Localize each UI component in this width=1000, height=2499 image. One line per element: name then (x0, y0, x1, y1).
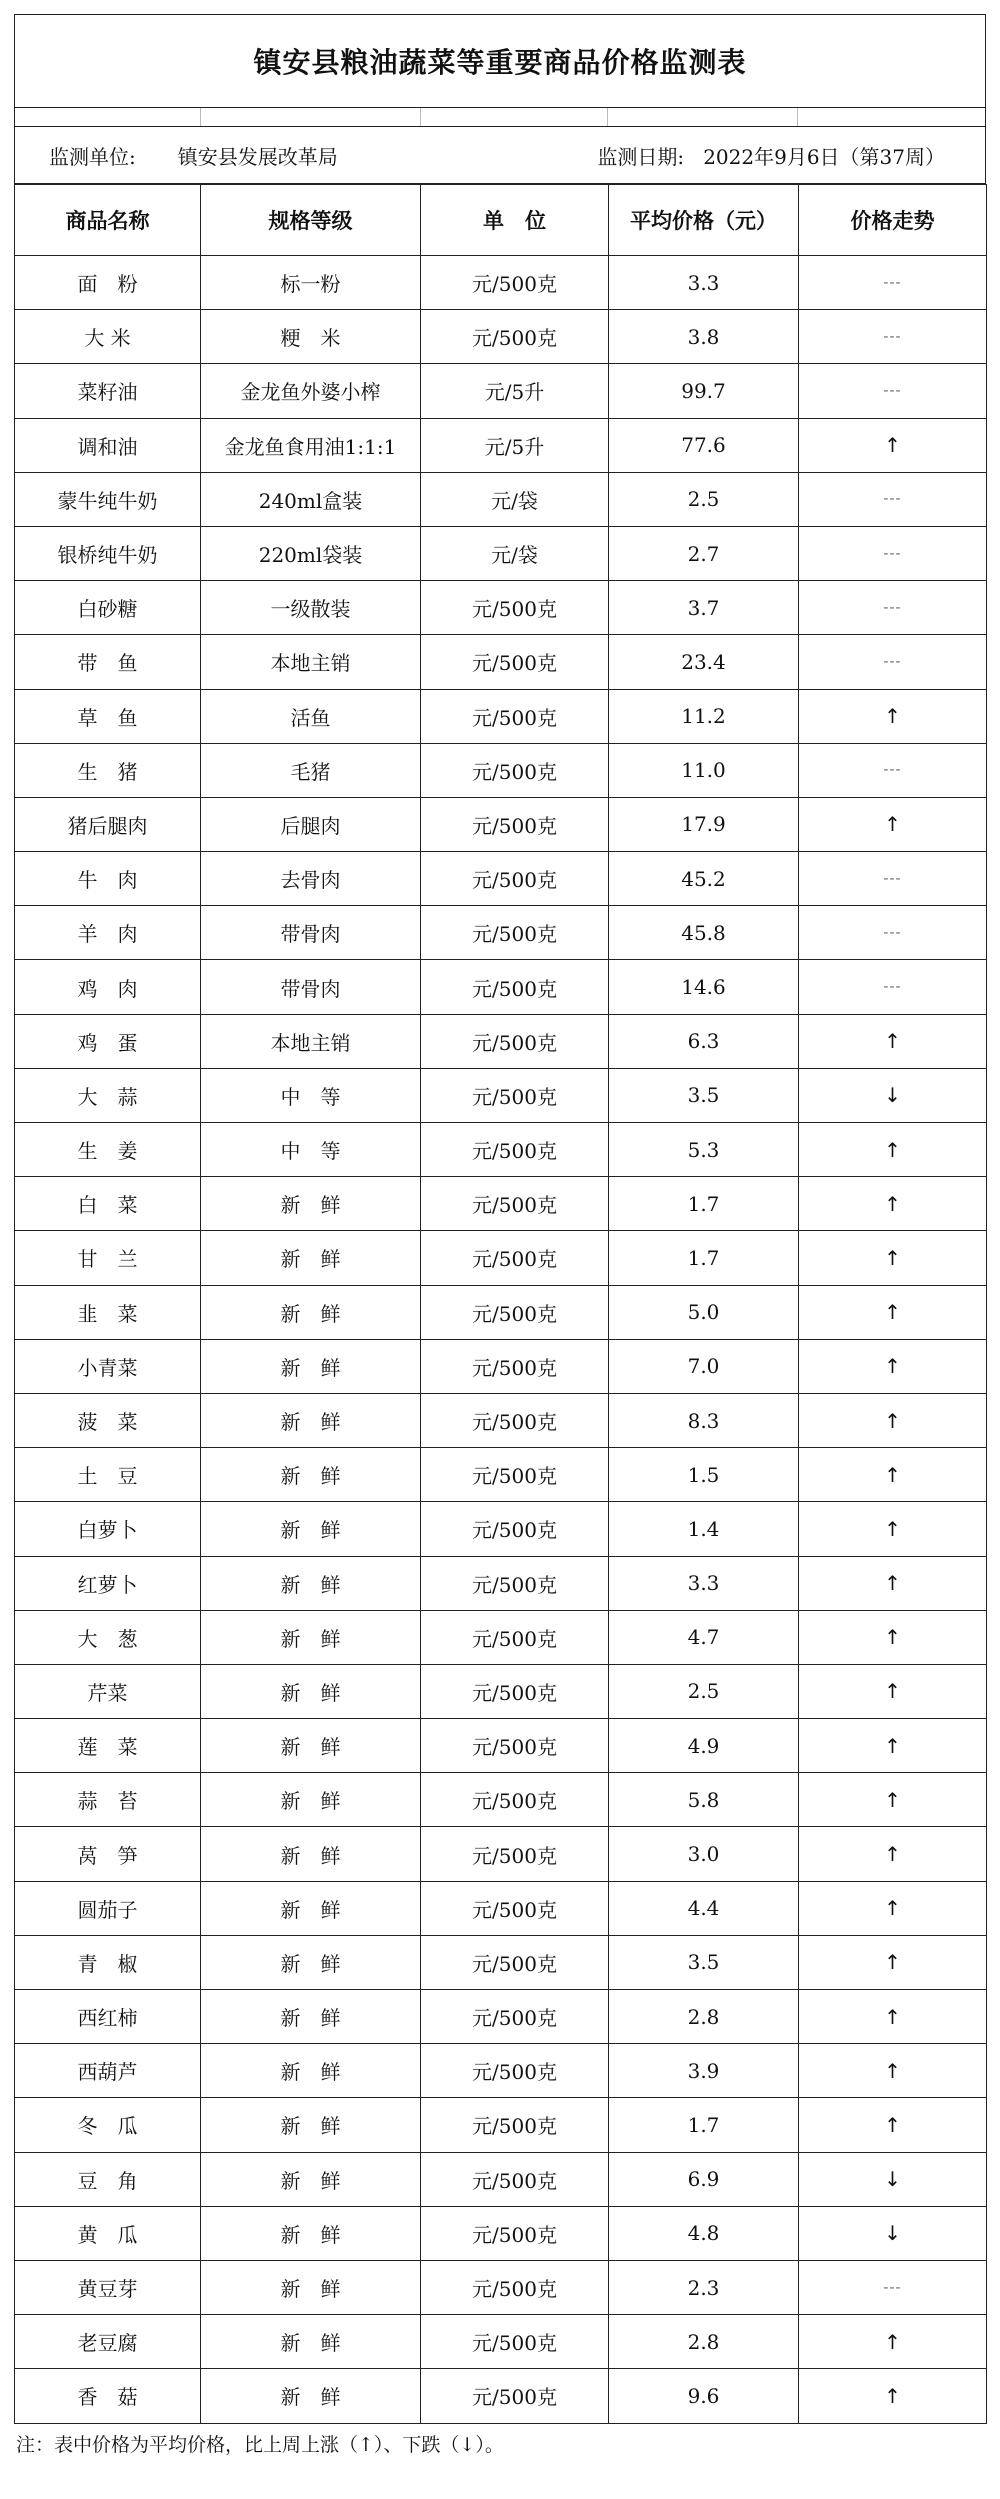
spec-cell: 金龙鱼食用油1:1:1 (201, 418, 421, 472)
table-row (15, 635, 987, 689)
price-cell: 8.3 (609, 1393, 799, 1447)
trend-cell: ↑ (799, 797, 987, 851)
unit-cell: 元/500克 (421, 2152, 609, 2206)
spec-cell: 新 鲜 (201, 1502, 421, 1556)
table-row (15, 852, 987, 906)
price-cell: 17.9 (609, 797, 799, 851)
unit-cell: 元/500克 (421, 256, 609, 310)
price-cell: 6.3 (609, 1014, 799, 1068)
monitor-date-value: 2022年9月6日（第37周） (703, 144, 945, 169)
price-cell: 2.3 (609, 2260, 799, 2314)
table-row (15, 1339, 987, 1393)
unit-cell: 元/500克 (421, 310, 609, 364)
column-header-trend: 价格走势 (799, 185, 987, 256)
trend-cell: --- (799, 472, 987, 526)
trend-cell: ↑ (799, 2369, 987, 2423)
unit-cell: 元/500克 (421, 1610, 609, 1664)
table-row (15, 2152, 987, 2206)
spec-cell: 新 鲜 (201, 1664, 421, 1718)
spec-cell: 粳 米 (201, 310, 421, 364)
table-row (15, 906, 987, 960)
trend-cell: --- (799, 960, 987, 1014)
table-row (15, 2206, 987, 2260)
trend-cell: ↑ (799, 1393, 987, 1447)
spec-cell: 带骨肉 (201, 906, 421, 960)
unit-cell: 元/500克 (421, 1990, 609, 2044)
unit-cell: 元/袋 (421, 472, 609, 526)
commodity-name-cell: 黄豆芽 (15, 2260, 201, 2314)
price-cell: 11.2 (609, 689, 799, 743)
table-row (15, 797, 987, 851)
price-cell: 11.0 (609, 743, 799, 797)
commodity-name-cell: 冬 瓜 (15, 2098, 201, 2152)
price-cell: 4.7 (609, 1610, 799, 1664)
unit-cell: 元/500克 (421, 797, 609, 851)
trend-cell: ↑ (799, 2044, 987, 2098)
price-cell: 4.8 (609, 2206, 799, 2260)
table-row (15, 1773, 987, 1827)
unit-cell: 元/5升 (421, 364, 609, 418)
unit-cell: 元/500克 (421, 1881, 609, 1935)
unit-cell: 元/500克 (421, 1556, 609, 1610)
spec-cell: 新 鲜 (201, 1990, 421, 2044)
spec-cell: 新 鲜 (201, 1177, 421, 1231)
table-row (15, 1068, 987, 1122)
spec-cell: 新 鲜 (201, 2206, 421, 2260)
table-row (15, 1935, 987, 1989)
unit-cell: 元/500克 (421, 635, 609, 689)
table-row (15, 1393, 987, 1447)
spec-cell: 毛猪 (201, 743, 421, 797)
table-row (15, 1014, 987, 1068)
price-cell: 3.0 (609, 1827, 799, 1881)
spec-cell: 新 鲜 (201, 1231, 421, 1285)
price-cell: 1.5 (609, 1448, 799, 1502)
commodity-name-cell: 调和油 (15, 418, 201, 472)
trend-cell: --- (799, 526, 987, 580)
commodity-name-cell: 红萝卜 (15, 1556, 201, 1610)
spec-cell: 新 鲜 (201, 1610, 421, 1664)
commodity-name-cell: 鸡 肉 (15, 960, 201, 1014)
spec-cell: 一级散装 (201, 581, 421, 635)
commodity-name-cell: 圆茄子 (15, 1881, 201, 1935)
price-cell: 3.5 (609, 1068, 799, 1122)
table-row (15, 2315, 987, 2369)
price-cell: 45.8 (609, 906, 799, 960)
commodity-name-cell: 白萝卜 (15, 1502, 201, 1556)
price-cell: 23.4 (609, 635, 799, 689)
price-cell: 7.0 (609, 1339, 799, 1393)
spec-cell: 220ml袋装 (201, 526, 421, 580)
table-row (15, 1990, 987, 2044)
price-cell: 1.7 (609, 2098, 799, 2152)
monitor-date (597, 141, 945, 170)
trend-cell: ↑ (799, 1881, 987, 1935)
trend-cell: ↑ (799, 1556, 987, 1610)
trend-cell: ↑ (799, 1285, 987, 1339)
spec-cell: 中 等 (201, 1123, 421, 1177)
spec-cell: 新 鲜 (201, 1393, 421, 1447)
spec-cell: 本地主销 (201, 635, 421, 689)
spec-cell: 新 鲜 (201, 1935, 421, 1989)
table-row (15, 1827, 987, 1881)
commodity-name-cell: 老豆腐 (15, 2315, 201, 2369)
commodity-name-cell: 白砂糖 (15, 581, 201, 635)
column-header-spec: 规格等级 (201, 185, 421, 256)
unit-cell: 元/500克 (421, 1285, 609, 1339)
table-row (15, 1231, 987, 1285)
spec-cell: 新 鲜 (201, 1556, 421, 1610)
spec-cell: 后腿肉 (201, 797, 421, 851)
trend-cell: --- (799, 743, 987, 797)
unit-cell: 元/500克 (421, 581, 609, 635)
price-cell: 1.7 (609, 1177, 799, 1231)
commodity-name-cell: 大 蒜 (15, 1068, 201, 1122)
spec-cell: 新 鲜 (201, 2260, 421, 2314)
trend-cell: --- (799, 635, 987, 689)
commodity-name-cell: 大 米 (15, 310, 201, 364)
price-cell: 4.9 (609, 1719, 799, 1773)
trend-cell: ↑ (799, 1990, 987, 2044)
spec-cell: 本地主销 (201, 1014, 421, 1068)
table-body (15, 256, 987, 2424)
unit-cell: 元/500克 (421, 2044, 609, 2098)
trend-cell: --- (799, 852, 987, 906)
commodity-name-cell: 牛 肉 (15, 852, 201, 906)
monitor-unit-name: 镇安县发展改革局 (177, 144, 338, 169)
table-row (15, 1719, 987, 1773)
commodity-name-cell: 西葫芦 (15, 2044, 201, 2098)
commodity-name-cell: 莴 笋 (15, 1827, 201, 1881)
trend-cell: ↑ (799, 1177, 987, 1231)
unit-cell: 元/500克 (421, 1827, 609, 1881)
unit-cell: 元/500克 (421, 2206, 609, 2260)
spec-cell: 新 鲜 (201, 1719, 421, 1773)
commodity-name-cell: 豆 角 (15, 2152, 201, 2206)
monitor-info-row (14, 126, 986, 184)
unit-cell: 元/500克 (421, 1393, 609, 1447)
trend-cell: ↑ (799, 1123, 987, 1177)
trend-cell: ↑ (799, 418, 987, 472)
unit-cell: 元/袋 (421, 526, 609, 580)
table-row (15, 2260, 987, 2314)
commodity-name-cell: 蒜 苔 (15, 1773, 201, 1827)
trend-cell: ↑ (799, 1773, 987, 1827)
decorative-gridline-row (14, 107, 986, 126)
unit-cell: 元/500克 (421, 1231, 609, 1285)
price-table-frame (14, 14, 986, 2469)
commodity-name-cell: 生 猪 (15, 743, 201, 797)
spec-cell: 去骨肉 (201, 852, 421, 906)
spec-cell: 新 鲜 (201, 2369, 421, 2423)
commodity-name-cell: 莲 菜 (15, 1719, 201, 1773)
unit-cell: 元/500克 (421, 1123, 609, 1177)
trend-cell: ↑ (799, 1014, 987, 1068)
trend-cell: ↑ (799, 1448, 987, 1502)
price-cell: 2.5 (609, 1664, 799, 1718)
commodity-name-cell: 韭 菜 (15, 1285, 201, 1339)
price-cell: 3.7 (609, 581, 799, 635)
column-header-unit: 单 位 (421, 185, 609, 256)
price-cell: 45.2 (609, 852, 799, 906)
table-row (15, 310, 987, 364)
unit-cell: 元/500克 (421, 852, 609, 906)
spec-cell: 新 鲜 (201, 1285, 421, 1339)
table-row (15, 960, 987, 1014)
price-cell: 1.7 (609, 1231, 799, 1285)
commodity-name-cell: 芹菜 (15, 1664, 201, 1718)
commodity-name-cell: 银桥纯牛奶 (15, 526, 201, 580)
price-table (14, 184, 987, 2424)
unit-cell: 元/500克 (421, 1773, 609, 1827)
trend-cell: --- (799, 581, 987, 635)
table-row (15, 1556, 987, 1610)
trend-cell: --- (799, 256, 987, 310)
commodity-name-cell: 鸡 蛋 (15, 1014, 201, 1068)
trend-cell: ↑ (799, 1827, 987, 1881)
price-cell: 2.8 (609, 1990, 799, 2044)
trend-cell: ↑ (799, 1664, 987, 1718)
unit-cell: 元/500克 (421, 2098, 609, 2152)
spec-cell: 新 鲜 (201, 1448, 421, 1502)
unit-cell: 元/500克 (421, 906, 609, 960)
price-cell: 3.3 (609, 1556, 799, 1610)
spec-cell: 活鱼 (201, 689, 421, 743)
table-row (15, 472, 987, 526)
table-row (15, 581, 987, 635)
unit-cell: 元/5升 (421, 418, 609, 472)
commodity-name-cell: 猪后腿肉 (15, 797, 201, 851)
trend-cell: ↓ (799, 1068, 987, 1122)
trend-cell: ↓ (799, 2206, 987, 2260)
unit-cell: 元/500克 (421, 1068, 609, 1122)
price-cell: 5.8 (609, 1773, 799, 1827)
table-row (15, 743, 987, 797)
commodity-name-cell: 菠 菜 (15, 1393, 201, 1447)
price-cell: 14.6 (609, 960, 799, 1014)
table-header-row (15, 185, 987, 256)
spec-cell: 240ml盒装 (201, 472, 421, 526)
trend-cell: ↑ (799, 2315, 987, 2369)
table-row (15, 256, 987, 310)
table-row (15, 1123, 987, 1177)
table-row (15, 1285, 987, 1339)
trend-cell: ↑ (799, 1935, 987, 1989)
commodity-name-cell: 羊 肉 (15, 906, 201, 960)
page-title: 镇安县粮油蔬菜等重要商品价格监测表 (14, 14, 986, 107)
unit-cell: 元/500克 (421, 2260, 609, 2314)
spec-cell: 新 鲜 (201, 2098, 421, 2152)
commodity-name-cell: 蒙牛纯牛奶 (15, 472, 201, 526)
commodity-name-cell: 草 鱼 (15, 689, 201, 743)
spec-cell: 标一粉 (201, 256, 421, 310)
table-row (15, 1664, 987, 1718)
table-row (15, 1610, 987, 1664)
table-row (15, 1177, 987, 1231)
commodity-name-cell: 白 菜 (15, 1177, 201, 1231)
unit-cell: 元/500克 (421, 1177, 609, 1231)
trend-cell: ↓ (799, 2152, 987, 2206)
trend-cell: --- (799, 906, 987, 960)
trend-cell: ↑ (799, 1719, 987, 1773)
column-header-name: 商品名称 (15, 185, 201, 256)
spec-cell: 中 等 (201, 1068, 421, 1122)
price-cell: 2.7 (609, 526, 799, 580)
table-row (15, 2098, 987, 2152)
spec-cell: 新 鲜 (201, 2315, 421, 2369)
spec-cell: 新 鲜 (201, 2152, 421, 2206)
table-row (15, 418, 987, 472)
footnote: 注：表中价格为平均价格，比上周上涨（↑）、下跌（↓）。 (16, 2433, 504, 2456)
monitor-date-label: 监测日期: (597, 144, 685, 169)
trend-cell: ↑ (799, 689, 987, 743)
table-row (15, 526, 987, 580)
commodity-name-cell: 面 粉 (15, 256, 201, 310)
commodity-name-cell: 大 葱 (15, 1610, 201, 1664)
price-cell: 5.0 (609, 1285, 799, 1339)
table-row (15, 1448, 987, 1502)
trend-cell: --- (799, 2260, 987, 2314)
price-cell: 9.6 (609, 2369, 799, 2423)
unit-cell: 元/500克 (421, 2315, 609, 2369)
price-cell: 1.4 (609, 1502, 799, 1556)
price-cell: 2.8 (609, 2315, 799, 2369)
trend-cell: ↑ (799, 1502, 987, 1556)
price-cell: 77.6 (609, 418, 799, 472)
price-cell: 3.5 (609, 1935, 799, 1989)
commodity-name-cell: 土 豆 (15, 1448, 201, 1502)
unit-cell: 元/500克 (421, 1664, 609, 1718)
table-row (15, 689, 987, 743)
price-cell: 99.7 (609, 364, 799, 418)
spec-cell: 新 鲜 (201, 1827, 421, 1881)
spec-cell: 新 鲜 (201, 2044, 421, 2098)
commodity-name-cell: 带 鱼 (15, 635, 201, 689)
unit-cell: 元/500克 (421, 1935, 609, 1989)
unit-cell: 元/500克 (421, 1719, 609, 1773)
commodity-name-cell: 甘 兰 (15, 1231, 201, 1285)
commodity-name-cell: 菜籽油 (15, 364, 201, 418)
column-header-price: 平均价格（元） (609, 185, 799, 256)
spec-cell: 新 鲜 (201, 1339, 421, 1393)
commodity-name-cell: 生 姜 (15, 1123, 201, 1177)
unit-cell: 元/500克 (421, 1502, 609, 1556)
commodity-name-cell: 小青菜 (15, 1339, 201, 1393)
unit-cell: 元/500克 (421, 1448, 609, 1502)
table-row (15, 2369, 987, 2423)
trend-cell: ↑ (799, 1339, 987, 1393)
price-cell: 6.9 (609, 2152, 799, 2206)
trend-cell: --- (799, 364, 987, 418)
unit-cell: 元/500克 (421, 1339, 609, 1393)
price-cell: 2.5 (609, 472, 799, 526)
spec-cell: 新 鲜 (201, 1773, 421, 1827)
spec-cell: 金龙鱼外婆小榨 (201, 364, 421, 418)
unit-cell: 元/500克 (421, 960, 609, 1014)
commodity-name-cell: 香 菇 (15, 2369, 201, 2423)
table-row (15, 2044, 987, 2098)
unit-cell: 元/500克 (421, 689, 609, 743)
table-row (15, 364, 987, 418)
monitor-unit-label: 监测单位: (49, 144, 136, 169)
spec-cell: 带骨肉 (201, 960, 421, 1014)
spec-cell: 新 鲜 (201, 1881, 421, 1935)
price-cell: 3.8 (609, 310, 799, 364)
trend-cell: ↑ (799, 2098, 987, 2152)
commodity-name-cell: 黄 瓜 (15, 2206, 201, 2260)
unit-cell: 元/500克 (421, 743, 609, 797)
table-row (15, 1502, 987, 1556)
price-cell: 3.3 (609, 256, 799, 310)
price-cell: 5.3 (609, 1123, 799, 1177)
price-cell: 4.4 (609, 1881, 799, 1935)
table-row (15, 1881, 987, 1935)
trend-cell: ↑ (799, 1610, 987, 1664)
trend-cell: --- (799, 310, 987, 364)
commodity-name-cell: 西红柿 (15, 1990, 201, 2044)
trend-cell: ↑ (799, 1231, 987, 1285)
unit-cell: 元/500克 (421, 1014, 609, 1068)
commodity-name-cell: 青 椒 (15, 1935, 201, 1989)
unit-cell: 元/500克 (421, 2369, 609, 2423)
price-cell: 3.9 (609, 2044, 799, 2098)
